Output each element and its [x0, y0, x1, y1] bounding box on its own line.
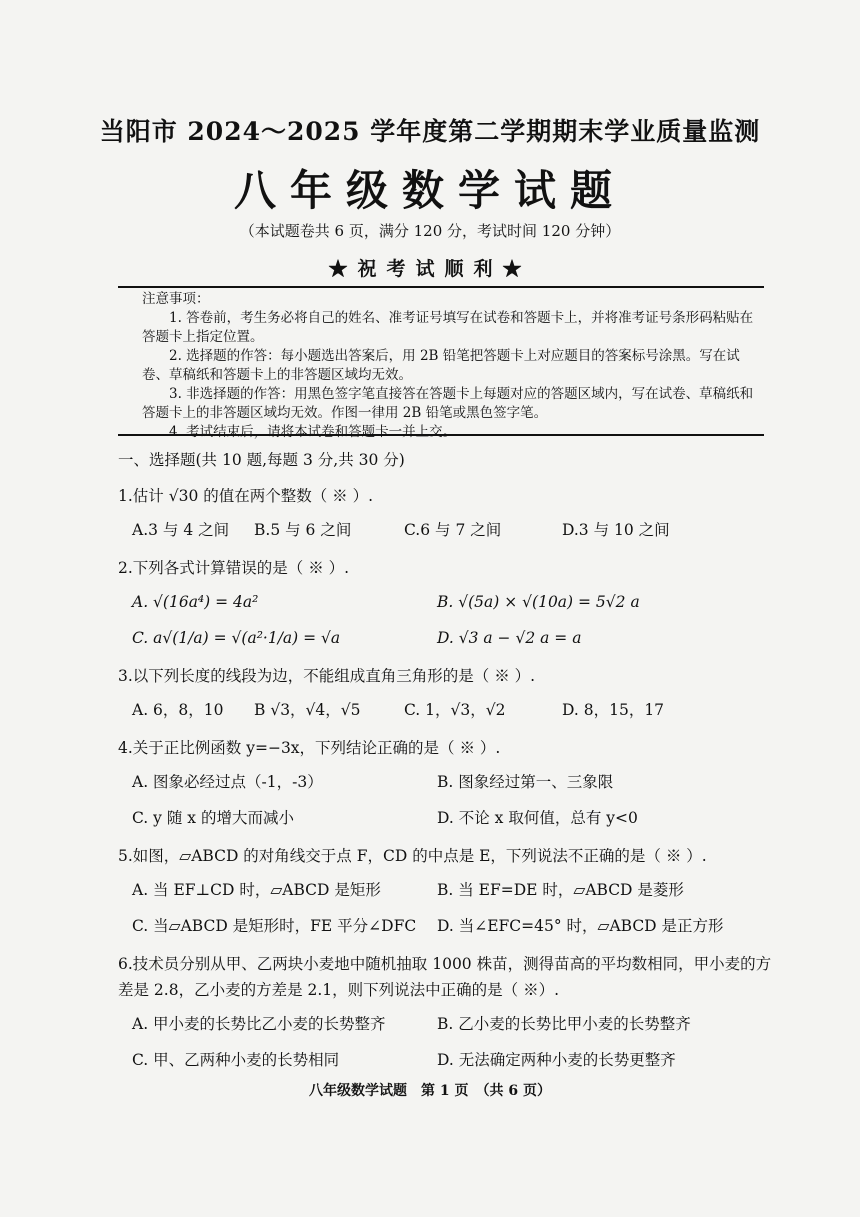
option-a: A.3 与 4 之间 [132, 521, 230, 539]
option-d: D. 8，15，17 [562, 701, 665, 719]
options-grid [132, 877, 772, 939]
option-a: A. 6，8，10 [132, 701, 224, 719]
option-a: A. 当 EF⊥CD 时，▱ABCD 是矩形 [132, 881, 381, 899]
option-d: D. 当∠EFC=45° 时，▱ABCD 是正方形 [437, 917, 724, 935]
option-d: D. 不论 x 取何值，总有 y<0 [437, 809, 638, 827]
instructions-box [142, 290, 754, 442]
option-d: D. 无法确定两种小麦的长势更整齐 [437, 1051, 676, 1069]
option-c: C. a√(1/a) = √(a²·1/a) = √a [132, 629, 341, 647]
option-c: C.6 与 7 之间 [404, 521, 502, 539]
option-a: A. 甲小麦的长势比乙小麦的长势整齐 [132, 1015, 386, 1033]
option-d: D.3 与 10 之间 [562, 521, 670, 539]
instruction-item: 4. 考试结束后，请将本试卷和答题卡一并上交。 [169, 424, 457, 440]
option-c: C. y 随 x 的增大而减小 [132, 809, 294, 827]
option-b: B.5 与 6 之间 [254, 521, 352, 539]
section-heading: 一、选择题(共 10 题,每题 3 分,共 30 分) [118, 451, 405, 469]
option-c: C. 1，√3，√2 [404, 701, 506, 719]
option-c: C. 甲、乙两种小麦的长势相同 [132, 1051, 340, 1069]
instruction-item: 3. 非选择题的作答：用黑色签字笔直接答在答题卡上每题对应的答题区域内，写在试卷、草稿纸和答题卡上的非答题区域均无效。作图一律用 2B 铅笔或黑色签字笔。 [142, 386, 754, 421]
question-section [118, 448, 772, 1085]
good-luck-banner: ★祝考试顺利★ [328, 258, 532, 280]
options-grid [132, 769, 772, 831]
exam-header-line: 当阳市 2024～2025 学年度第二学期期末学业质量监测 [99, 117, 761, 146]
option-c: C. 当▱ABCD 是矩形时，FE 平分∠DFC [132, 917, 417, 935]
option-a: A. 图象必经过点（-1，-3） [132, 773, 323, 791]
exam-info: （本试题卷共 6 页，满分 120 分，考试时间 120 分钟） [239, 222, 621, 240]
divider-bottom [118, 434, 764, 436]
options-grid [132, 1011, 772, 1073]
exam-title: 八年级数学试题 [233, 166, 626, 215]
option-a: A. √(16a⁴) = 4a² [132, 593, 259, 611]
option-d: D. √3 a − √2 a = a [437, 629, 582, 647]
question-stem: 4.关于正比例函数 y=−3x，下列结论正确的是（ ※ ）. [118, 739, 501, 757]
question-stem: 2.下列各式计算错误的是（ ※ ）. [118, 559, 350, 577]
option-b: B. √(5a) × √(10a) = 5√2 a [437, 593, 640, 611]
question-stem: 6.技术员分别从甲、乙两块小麦地中随机抽取 1000 株苗，测得苗高的平均数相同，甲小麦的方差是 2.8，乙小麦的方差是 2.1，则下列说法中正确的是（ ※）. [118, 955, 772, 999]
options-grid [132, 589, 772, 651]
instruction-item: 2. 选择题的作答：每小题选出答案后，用 2B 铅笔把答题卡上对应题目的答案标号涂黑。写在试卷、草稿纸和答题卡上的非答题区域均无效。 [142, 348, 740, 383]
page-footer: 八年级数学试题 第 1 页 （共 6 页） [309, 1083, 551, 1099]
option-b: B √3，√4，√5 [254, 701, 361, 719]
option-b: B. 乙小麦的长势比甲小麦的长势整齐 [437, 1015, 691, 1033]
instruction-item: 1. 答卷前，考生务必将自己的姓名、准考证号填写在试卷和答题卡上，并将准考证号条形码粘贴在答题卡上指定位置。 [142, 310, 754, 345]
question-stem: 5.如图，▱ABCD 的对角线交于点 F，CD 的中点是 E，下列说法不正确的是（ ※ ）. [118, 847, 707, 865]
divider-top [118, 286, 764, 288]
option-b: B. 图象经过第一、三象限 [437, 773, 614, 791]
option-b: B. 当 EF=DE 时，▱ABCD 是菱形 [437, 881, 684, 899]
instructions-heading: 注意事项： [142, 291, 210, 307]
question-stem: 3.以下列长度的线段为边，不能组成直角三角形的是（ ※ ）. [118, 667, 536, 685]
options-grid [132, 517, 772, 543]
question-stem: 1.估计 √30 的值在两个整数（ ※ ）. [118, 487, 374, 505]
options-grid [132, 697, 772, 723]
